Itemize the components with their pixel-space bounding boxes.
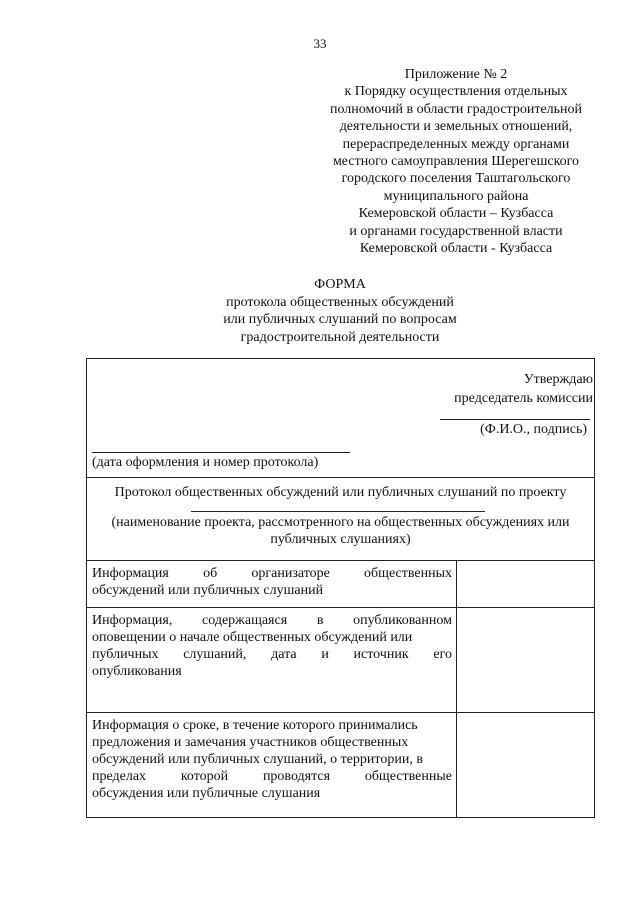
word: предложения и замечания участников общественных [92,735,409,750]
word: организаторе [251,566,330,581]
appendix-header [318,66,594,257]
word: об [203,566,218,581]
word: публичных [92,647,159,662]
caption-line: (наименование проекта, рассмотренного на общественных обсуждениях или [111,515,570,530]
appendix-line: к Порядку осуществления отдельных [344,84,568,100]
word: источник [353,647,409,662]
announcement-label [87,608,457,712]
appendix-line: Приложение № 2 [404,67,508,82]
appendix-line: муниципального района [383,188,529,204]
word: опубликованном [353,613,452,628]
appendix-line: деятельности и земельных отношений, [339,119,573,135]
word: в [316,613,324,628]
protocol-row [87,478,594,561]
protocol-title: Протокол общественных обсуждений или публичных слушаний по проекту [114,485,567,500]
approve-label: Утверждаю [523,372,593,387]
word: которой [180,769,229,784]
organizer-label [87,561,457,607]
word: слушаний, [183,647,247,662]
approver-title: председатель комиссии [454,391,593,406]
approval-row [87,359,594,478]
word: Информация [92,566,169,581]
word: оповещении о начале общественных обсуждений или [92,630,413,645]
organizer-row [87,561,594,608]
text-line: опубликования [92,664,182,679]
text-line: обсуждений или публичных слушаний [92,583,324,598]
text-line [92,717,452,734]
approval-block [423,370,593,408]
appendix-line: перераспределенных между органами [342,136,570,152]
project-name-field[interactable] [191,511,485,512]
appendix-line: Кемеровской области – Кузбасса [358,206,554,222]
text-line [92,565,452,582]
appendix-line: и органами государственной власти [349,223,563,239]
term-label [87,713,457,817]
word: проводятся [262,769,331,784]
term-row [87,713,594,817]
date-number-caption: (дата оформления и номер протокола) [92,455,319,470]
form-title-line: протокола общественных обсуждений [226,294,454,310]
word: его [433,647,452,662]
date-number-field[interactable] [92,452,350,453]
text-line [92,734,452,751]
word: дата [271,647,297,662]
text-line [92,629,452,646]
term-value-cell[interactable] [457,713,594,817]
form-title-line: или публичных слушаний по вопросам [223,312,457,327]
page-number: 33 [313,36,327,51]
signature-caption: (Ф.И.О., подпись) [480,422,587,437]
protocol-form-table [86,358,595,818]
word: пределах [92,769,147,784]
form-title [170,276,510,346]
word: Информация о сроке, в течение которого принимались [92,718,418,733]
announcement-value-cell[interactable] [457,608,594,712]
signature-field[interactable] [440,419,590,420]
word: обсуждений или публичных слушаний, о территории, в [92,752,423,767]
text-line: обсуждения или публичные слушания [92,786,321,801]
announcement-row [87,608,594,713]
organizer-value-cell[interactable] [457,561,594,607]
word: общественных [364,566,452,581]
word: Информация, [92,613,173,628]
project-name-caption [91,514,590,548]
word: и [321,647,329,662]
caption-line: публичных слушаниях) [270,532,411,547]
form-title-line: градостроительной деятельности [240,329,440,345]
form-title-line: ФОРМА [314,277,366,292]
text-line [92,751,452,768]
word: содержащаяся [202,613,288,628]
appendix-line: полномочий в области градостроительной [329,101,583,117]
appendix-line: местного самоуправления Шерегешского [332,154,580,170]
appendix-line: городского поселения Таштагольского [341,171,571,187]
word: общественные [364,769,452,784]
text-line [92,768,452,785]
text-line [92,646,452,663]
appendix-line: Кемеровской области - Кузбасса [359,241,553,257]
text-line [92,612,452,629]
